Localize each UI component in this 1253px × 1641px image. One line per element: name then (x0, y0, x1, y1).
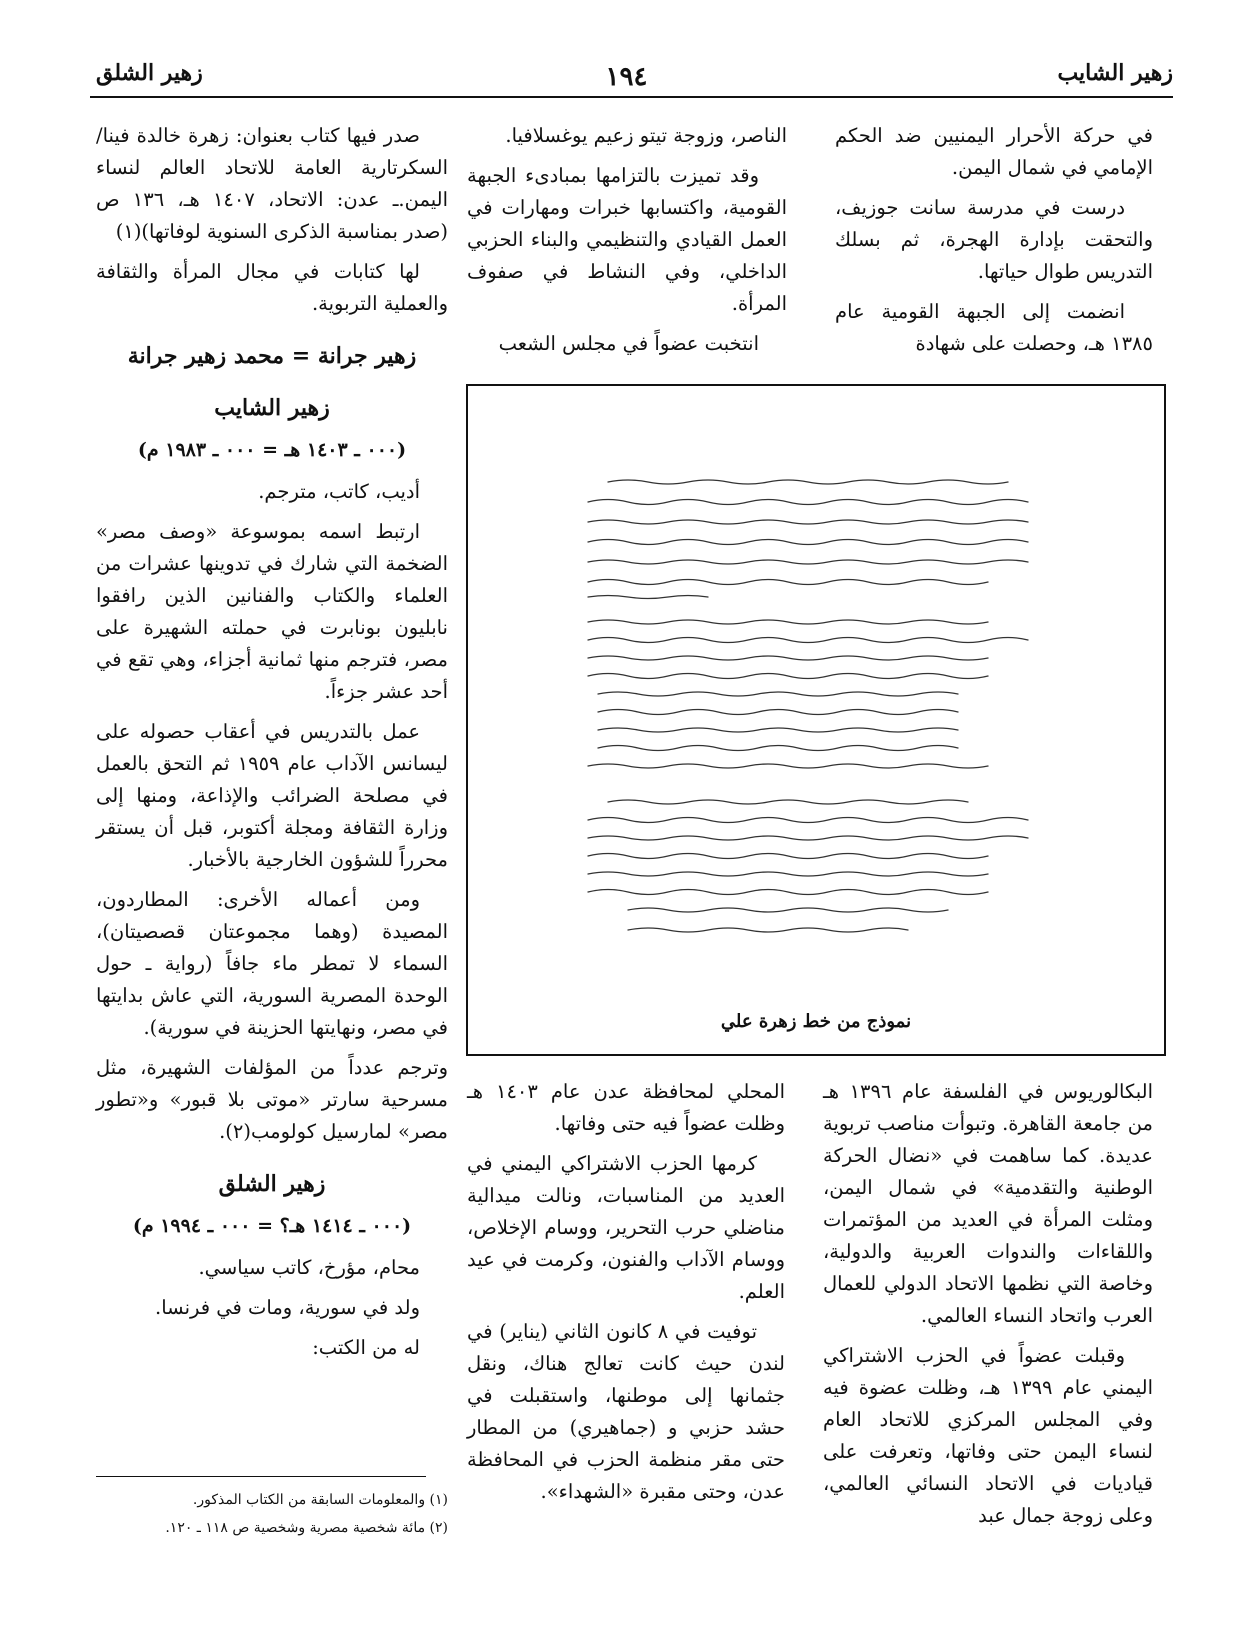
paragraph: كرمها الحزب الاشتراكي اليمني في العديد من المناسبات، ونالت ميدالية مناضلي حرب التحرير، ووسام الإخلاص، ووسام الآداب والفنون، وكرمت في عيد العلم. (467, 1152, 785, 1303)
paragraph: انتخبت عضواً في مجلس الشعب (498, 332, 759, 355)
paragraph: الناصر، وزوجة تيتو زعيم يوغسلافيا. (505, 124, 787, 147)
paragraph: لها كتابات في مجال المرأة والثقافة والعملية التربوية. (96, 260, 448, 315)
paragraph: وقد تميزت بالتزامها بمبادىء الجبهة القومية، واكتسابها خبرات ومهارات في العمل القيادي والتنظيمي والبناء الحزبي الداخلي، وفي النشاط في صفوف المرأة. (467, 164, 787, 315)
column-left (96, 120, 448, 1372)
paragraph: ومن أعماله الأخرى: المطاردون، المصيدة (وهما مجموعتان قصصيتان)، السماء لا تمطر ماء جافاً (رواية ـ حول الوحدة المصرية السورية، التي عاش بدايتها في مصر، ونهايتها الحزينة في سورية). (96, 888, 448, 1039)
handwritten-manuscript-image (568, 472, 1068, 942)
cross-reference-heading: زهير جرانة = محمد زهير جرانة (127, 343, 417, 369)
paragraph: وقبلت عضواً في الحزب الاشتراكي اليمني عام ١٣٩٩ هـ، وظلت عضوة فيه وفي المجلس المركزي للاتحاد العام لنساء اليمن حتى وفاتها، وتعرفت على قياديات في الاتحاد النسائي العالمي، وعلى زوجة جمال عبد (823, 1344, 1154, 1527)
column-top-middle (467, 120, 787, 368)
footnote-2: (٢) مائة شخصية مصرية وشخصية ص ١١٨ ـ ١٢٠. (165, 1520, 448, 1536)
header-rule (90, 96, 1173, 98)
page-number: ١٩٤ (605, 62, 648, 92)
paragraph: عمل بالتدريس في أعقاب حصوله على ليسانس الآداب عام ١٩٥٩ ثم التحق بالعمل في مصلحة الضرائب والإذاعة، ومنها إلى وزارة الثقافة ومجلة أكتوبر، قبل أن يستقر محرراً للشؤون الخارجية بالأخبار. (96, 720, 448, 871)
paragraph: وترجم عدداً من المؤلفات الشهيرة، مثل مسرحية سارتر «موتى بلا قبور» و«تطور مصر» لمارسيل كولومب(٢). (96, 1056, 448, 1143)
entry-heading: زهير الشلق (218, 1171, 326, 1197)
paragraph: صدر فيها كتاب بعنوان: زهرة خالدة فينا/ السكرتارية العامة للاتحاد العالم لنساء اليمن.ـ عدن: الاتحاد، ١٤٠٧ هـ، ١٣٦ ص (صدر بمناسبة الذكرى السنوية لوفاتها)(١) (96, 124, 448, 243)
paragraph: محام، مؤرخ، كاتب سياسي. (198, 1256, 420, 1279)
running-head-left: زهير الشلق (96, 60, 203, 86)
column-bottom-middle (467, 1076, 785, 1516)
footnote-1: (١) والمعلومات السابقة من الكتاب المذكور. (192, 1492, 448, 1508)
paragraph: البكالوريوس في الفلسفة عام ١٣٩٦ هـ من جامعة القاهرة. وتبوأت مناصب تربوية عديدة. كما ساهمت في «نضال الحركة الوطنية والتقدمية» في شمال اليمن، ومثلت المرأة في العديد من المؤتمرات واللقاءات والندوات العربية والدولية، وخاصة التي نظمها الاتحاد الدولي للعمال العرب واتحاد النساء العالمي. (823, 1080, 1153, 1327)
footnote-rule (96, 1476, 426, 1477)
paragraph: درست في مدرسة سانت جوزيف، والتحقت بإدارة الهجرة، ثم بسلك التدريس طوال حياتها. (835, 196, 1153, 283)
paragraph: توفيت في ٨ كانون الثاني (يناير) في لندن حيث كانت تعالج هناك، ونقل جثمانها إلى موطنها، واستقبلت في حشد حزبي و (جماهيري) من المطار حتى مقر منظمة الحزب في المحافظة عدن، وحتى مقبرة «الشهداء». (467, 1320, 785, 1503)
entry-dates: (٠٠٠ ـ ١٤١٤ هـ؟ = ٠٠٠ ـ ١٩٩٤ م) (132, 1215, 412, 1237)
figure-caption: نموذج من خط زهرة علي (720, 1011, 912, 1032)
footnotes (96, 1488, 448, 1544)
entry-dates: (٠٠٠ ـ ١٤٠٣ هـ = ٠٠٠ ـ ١٩٨٣ م) (137, 439, 407, 461)
paragraph: في حركة الأحرار اليمنيين ضد الحكم الإمامي في شمال اليمن. (835, 124, 1153, 179)
entry-heading: زهير الشايب (214, 395, 330, 421)
paragraph: ولد في سورية، ومات في فرنسا. (155, 1296, 420, 1319)
paragraph: أديب، كاتب، مترجم. (258, 480, 420, 503)
column-top-right (835, 120, 1153, 368)
paragraph: له من الكتب: (312, 1336, 420, 1359)
column-bottom-right (823, 1076, 1153, 1540)
paragraph: انضمت إلى الجبهة القومية عام ١٣٨٥ هـ، وحصلت على شهادة (835, 300, 1153, 355)
paragraph: المحلي لمحافظة عدن عام ١٤٠٣ هـ وظلت عضواً فيه حتى وفاتها. (467, 1080, 785, 1135)
running-head-right: زهير الشايب (1057, 60, 1173, 86)
handwriting-figure (466, 384, 1166, 1056)
paragraph: ارتبط اسمه بموسوعة «وصف مصر» الضخمة التي شارك في تدوينها عشرات من العلماء والكتاب والفنانين الذين رافقوا نابليون بونابرت في حملته الشهيرة على مصر، فترجم منها ثمانية أجزاء، وهي تقع في أحد عشر جزءاً. (96, 520, 448, 703)
